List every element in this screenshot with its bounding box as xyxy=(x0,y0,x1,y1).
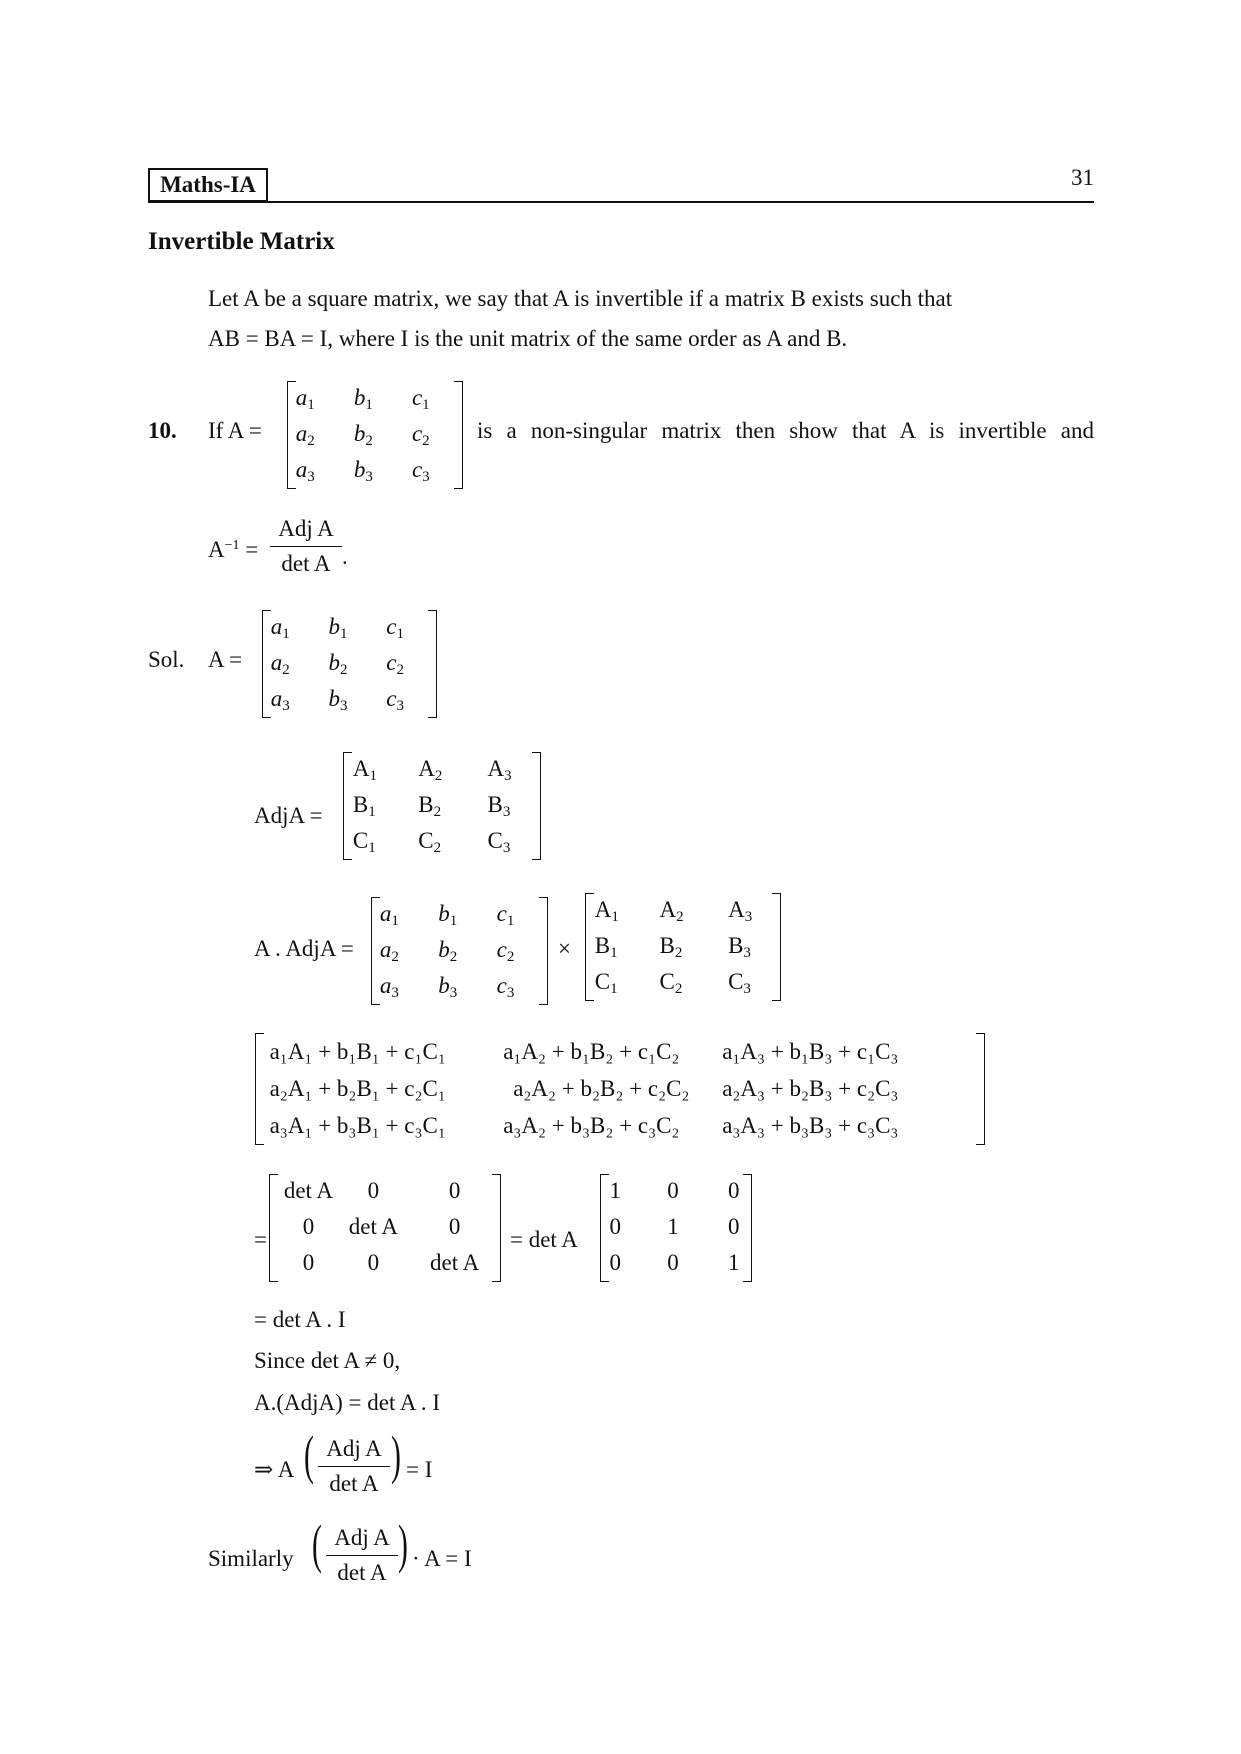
identity-matrix xyxy=(600,1174,752,1282)
adj-eq: AdjA = xyxy=(254,803,323,828)
matrix-cell: $A_1$ xyxy=(594,897,619,925)
left-paren-2: ( xyxy=(312,1514,322,1574)
product-cell: a₁A₂ + b₁B₂ + c₁C₂ xyxy=(503,1039,680,1064)
problem-prefix: If A = xyxy=(208,418,262,443)
matrix-cell: $a_2$ xyxy=(295,421,315,449)
identity-cell: 1 xyxy=(609,1178,621,1203)
matrix-adj xyxy=(343,752,541,860)
identity-cell: 1 xyxy=(667,1214,679,1239)
diag-cell: det A xyxy=(429,1250,480,1275)
left-paren: ( xyxy=(304,1425,314,1485)
matrix-cell: $A_2$ xyxy=(418,756,443,784)
product-matrix xyxy=(255,1033,985,1145)
matrix-a-problem xyxy=(287,381,463,489)
product-cell: a₁A₃ + b₁B₃ + c₁C₃ xyxy=(722,1039,899,1064)
matrix-cell: $A_2$ xyxy=(659,897,684,925)
similarly-fraction: Adj A det A xyxy=(326,1523,398,1588)
problem-suffix: is a non-singular matrix then show that A is invertible and xyxy=(477,418,1094,443)
matrix-cell: $b_3$ xyxy=(353,457,373,485)
product-cell: a₁A₁ + b₁B₁ + c₁C₁ xyxy=(269,1039,446,1064)
problem-number: 10. xyxy=(148,418,177,443)
matrix-cell: $a_1$ xyxy=(295,385,315,413)
matrix-cell: $b_1$ xyxy=(438,901,458,929)
solution-label: Sol. xyxy=(148,647,185,672)
inverse-period: . xyxy=(342,544,348,569)
matrix-cell: $a_2$ xyxy=(270,650,290,678)
right-paren-2: ) xyxy=(398,1514,408,1574)
inverse-fraction: Adj A det A xyxy=(270,514,342,579)
matrix-cell: $c_3$ xyxy=(386,686,404,714)
identity-cell: 0 xyxy=(609,1250,621,1275)
identity-cell: 0 xyxy=(728,1178,740,1203)
implies-fraction: Adj A det A xyxy=(318,1434,390,1499)
line-since: Since det A ≠ 0, xyxy=(254,1348,401,1373)
diag-matrix xyxy=(269,1174,501,1282)
matrix-cell: $b_2$ xyxy=(328,650,348,678)
matrix-cell: $b_1$ xyxy=(353,385,373,413)
product-eq: A . AdjA = xyxy=(254,936,354,961)
product-cell: a₂A₁ + b₂B₁ + c₂C₁ xyxy=(269,1076,446,1101)
matrix-cell: $a_3$ xyxy=(295,457,315,485)
diag-cell: 0 xyxy=(367,1250,380,1275)
matrix-cell: $b_3$ xyxy=(438,973,458,1001)
matrix-cell: $c_3$ xyxy=(411,457,430,485)
diag-cell: 0 xyxy=(448,1214,461,1239)
header-rule xyxy=(148,201,1094,203)
matrix-cell: $B_2$ xyxy=(418,792,442,820)
matrix-cell: $a_1$ xyxy=(270,614,290,642)
matrix-cell: $c_1$ xyxy=(411,385,430,413)
identity-cell: 0 xyxy=(667,1250,679,1275)
definition-line-2: AB = BA = I, where I is the unit matrix of the same order as A and B. xyxy=(208,326,848,351)
similarly-label: Similarly xyxy=(208,1546,294,1571)
line-adj: A.(AdjA) = det A . I xyxy=(254,1390,441,1415)
diag-cell: 0 xyxy=(302,1250,315,1275)
matrix-cell: $A_1$ xyxy=(352,756,378,784)
matrix-cell: $a_1$ xyxy=(379,901,399,929)
matrix-cell: $B_3$ xyxy=(487,792,511,820)
matrix-cell: $B_3$ xyxy=(728,933,751,961)
matrix-cell: $C_1$ xyxy=(352,828,376,856)
diag-cell: det A xyxy=(348,1214,398,1239)
matrix-a-product xyxy=(371,897,548,1005)
matrix-cell: $A_3$ xyxy=(728,897,753,925)
matrix-a-solution xyxy=(262,610,437,718)
line-det-i: = det A . I xyxy=(254,1307,346,1332)
implies-a: ⇒ A xyxy=(254,1457,295,1482)
matrix-cell: $B_1$ xyxy=(352,792,376,820)
definition-line-1: Let A be a square matrix, we say that A is invertible if a matrix B exists such that xyxy=(208,286,953,311)
subject-label: Maths-IA xyxy=(160,172,256,197)
eq-i: = I xyxy=(406,1457,433,1482)
matrix-cell: $C_2$ xyxy=(418,828,442,856)
matrix-cell: $C_3$ xyxy=(728,969,751,997)
matrix-cell: $c_2$ xyxy=(386,650,404,678)
diag-cell: 0 xyxy=(367,1178,380,1203)
matrix-cell: $C_1$ xyxy=(594,969,618,997)
matrix-cell: $B_1$ xyxy=(594,933,618,961)
matrix-cell: $b_1$ xyxy=(328,614,348,642)
matrix-cell: $c_2$ xyxy=(496,937,515,965)
matrix-cell: $A_3$ xyxy=(487,756,512,784)
section-title: Invertible Matrix xyxy=(148,228,335,255)
eq-det: = det A xyxy=(510,1227,578,1252)
matrix-cell: $c_3$ xyxy=(496,973,515,1001)
product-cell: a₃A₃ + b₃B₃ + c₃C₃ xyxy=(722,1113,899,1138)
page-number: 31 xyxy=(1071,165,1094,190)
matrix-cell: $b_3$ xyxy=(328,686,348,714)
inverse-lhs: $A^{-1}$ = xyxy=(208,537,259,562)
diag-cell: 0 xyxy=(302,1214,315,1239)
diag-cell: det A xyxy=(283,1178,334,1203)
dot-a-eq-i: · A = I xyxy=(412,1546,472,1571)
matrix-cell: $b_2$ xyxy=(438,937,458,965)
identity-cell: 0 xyxy=(728,1214,740,1239)
matrix-cell: $c_2$ xyxy=(411,421,430,449)
eq-sign: = xyxy=(254,1227,267,1252)
identity-cell: 0 xyxy=(609,1214,621,1239)
matrix-adj-product xyxy=(585,893,781,1001)
matrix-cell: $c_1$ xyxy=(496,901,515,929)
solution-a-eq: A = xyxy=(208,647,243,672)
right-paren: ) xyxy=(391,1425,401,1485)
subject-box xyxy=(148,168,268,202)
matrix-cell: $c_1$ xyxy=(386,614,404,642)
product-cell: a₃A₂ + b₃B₂ + c₃C₂ xyxy=(503,1113,680,1138)
diag-cell: 0 xyxy=(448,1178,461,1203)
matrix-cell: $a_3$ xyxy=(379,973,399,1001)
matrix-cell: $C_2$ xyxy=(659,969,683,997)
matrix-cell: $a_3$ xyxy=(270,686,290,714)
times-sign: × xyxy=(558,936,571,961)
matrix-cell: $b_2$ xyxy=(353,421,373,449)
product-cell: a₃A₁ + b₃B₁ + c₃C₁ xyxy=(269,1113,446,1138)
matrix-cell: $C_3$ xyxy=(487,828,511,856)
product-cell: a₂A₂ + b₂B₂ + c₂C₂ xyxy=(513,1076,690,1101)
identity-cell: 1 xyxy=(728,1250,740,1275)
product-cell: a₂A₃ + b₂B₃ + c₂C₃ xyxy=(722,1076,899,1101)
matrix-cell: $a_2$ xyxy=(379,937,399,965)
identity-cell: 0 xyxy=(667,1178,679,1203)
matrix-cell: $B_2$ xyxy=(659,933,683,961)
